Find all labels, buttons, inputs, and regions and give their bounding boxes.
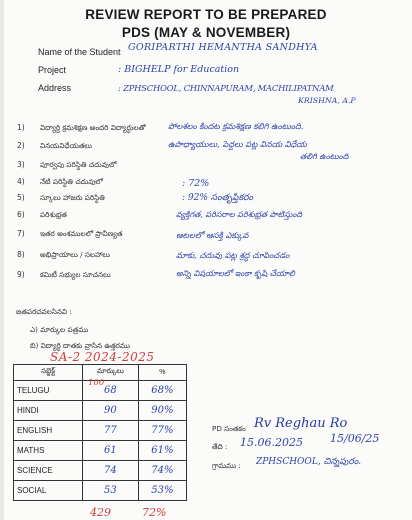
subject-cell: TELUGU bbox=[14, 381, 83, 401]
marks-cell: 90 bbox=[83, 401, 139, 421]
total-percent: 72% bbox=[142, 506, 167, 519]
table-row bbox=[14, 481, 187, 501]
table-row bbox=[14, 441, 187, 461]
subject-cell: HINDI bbox=[14, 401, 83, 421]
percent-cell: 61% bbox=[138, 441, 186, 461]
table-row bbox=[14, 401, 187, 421]
percent-cell: 77% bbox=[138, 421, 186, 441]
exam-label: SA-2 2024-2025 bbox=[50, 350, 155, 364]
enclosure-a: ఎ) మార్కుల పత్రము bbox=[30, 325, 89, 334]
max-marks: 100 bbox=[88, 378, 105, 388]
item-label: పూర్వపు పరిస్థితి చదువులో bbox=[40, 160, 117, 169]
subject-cell: MATHS bbox=[14, 441, 83, 461]
date-value: 15.06.2025 bbox=[240, 436, 303, 449]
item-value: పోలశలం కిందట క్రమశిక్షణ కలిగి ఉంటుంది. bbox=[168, 121, 304, 131]
item-number: 7) bbox=[17, 229, 25, 238]
subject-cell: ENGLISH bbox=[14, 421, 83, 441]
village-label: గ్రామము : bbox=[212, 461, 241, 470]
item-value: : 92% సంతృప్తికరం bbox=[182, 193, 254, 203]
percent-column-header: % bbox=[138, 365, 186, 381]
marks-cell: 77 bbox=[83, 421, 139, 441]
subject-column-header: సబ్జెక్ట్ bbox=[14, 365, 83, 381]
village-value: ZPHSCHOOL, చిన్నపురం. bbox=[256, 457, 362, 467]
report-title: REVIEW REPORT TO BE PREPARED bbox=[85, 7, 327, 22]
item-number: 9) bbox=[17, 270, 25, 279]
item-value: మాకు, చదువు పట్ల శ్రద్ధ చూపించడం bbox=[176, 250, 290, 260]
item-label: విద్యార్థి క్రమశిక్షణ అందరి విద్యార్థులతో bbox=[40, 123, 146, 132]
item-label: స్కూలు హాజరు పరిస్థితి bbox=[40, 193, 105, 202]
item-label: అభిప్రాయాలు / సలహాలు bbox=[40, 250, 110, 259]
marks-column-header: మార్కులు bbox=[83, 365, 139, 381]
project-value: : BIGHELP for Education bbox=[118, 64, 240, 75]
student-name-value: GORIPARTHI HEMANTHA SANDHYA bbox=[128, 42, 318, 53]
item-number: 6) bbox=[17, 210, 25, 219]
percent-cell: 53% bbox=[138, 481, 186, 501]
percent-cell: 74% bbox=[138, 461, 186, 481]
subject-cell: SCIENCE bbox=[14, 461, 83, 481]
item-number: 2) bbox=[17, 141, 25, 150]
enclosures-heading: జతపరచవలసినవి : bbox=[16, 307, 72, 316]
marks-cell: 61 bbox=[83, 441, 139, 461]
item-number: 8) bbox=[17, 250, 25, 259]
item-value: అన్ని విషయాలలో ఇంకా కృషి చేయాలి bbox=[176, 268, 295, 278]
subject-cell: SOCIAL bbox=[14, 481, 83, 501]
table-row bbox=[14, 461, 187, 481]
item-label: పరిశుభ్రత bbox=[40, 210, 67, 219]
total-marks: 429 bbox=[90, 506, 111, 519]
item-number: 5) bbox=[17, 193, 25, 202]
item-label: నేటి పరిస్థితి చదువులో bbox=[40, 177, 103, 186]
marks-cell: 53 bbox=[83, 481, 139, 501]
address-value-line2: KRISHNA, A.P bbox=[298, 96, 356, 105]
date-label: తేది : bbox=[212, 442, 228, 451]
marks-cell: 68 bbox=[83, 381, 139, 401]
date-initial: 15/06/25 bbox=[330, 432, 380, 445]
item-value: ఆటలలో ఆసక్తి ఎక్కువ bbox=[176, 230, 249, 240]
item-number: 1) bbox=[17, 123, 25, 132]
item-value: ఉపాధ్యాయులు, పెద్దలు పట్ల వినయ విధేయ bbox=[168, 139, 307, 149]
pd-signature: Rv Reghau Ro bbox=[254, 416, 348, 431]
item-value: : 72% bbox=[182, 178, 210, 189]
project-label: Project bbox=[38, 65, 67, 75]
percent-cell: 90% bbox=[138, 401, 186, 421]
address-value: : ZPHSCHOOL, CHINNAPURAM, MACHILIPATNAM bbox=[118, 83, 334, 93]
marks-cell: 74 bbox=[83, 461, 139, 481]
item-number: 3) bbox=[17, 160, 25, 169]
address-label: Address bbox=[38, 83, 72, 93]
student-label: Name of the Student bbox=[38, 47, 121, 57]
table-row bbox=[14, 421, 187, 441]
item-label: వినయవిధేయతలు bbox=[40, 141, 93, 150]
report-subtitle: PDS (MAY & NOVEMBER) bbox=[121, 25, 291, 40]
pd-signature-label: PD సంతకం bbox=[212, 424, 246, 433]
item-value-line2: తలిగి ఉంటుంది bbox=[300, 152, 349, 161]
item-label: ఇతర అంశములలో ప్రావీణ్యత bbox=[40, 229, 123, 238]
item-value: వ్యక్తిగత, పరిసరాల పరిశుభ్రత పాటిస్తుంది bbox=[176, 210, 303, 219]
scan-edge-shadow bbox=[0, 0, 4, 520]
enclosure-b: బి) విద్యార్థి దాతకు వ్రాసిన ఉత్తరము bbox=[30, 341, 131, 350]
item-label: కమిటీ సభ్యుల సూచనలు bbox=[40, 270, 111, 279]
item-number: 4) bbox=[17, 177, 25, 186]
percent-cell: 68% bbox=[138, 381, 186, 401]
